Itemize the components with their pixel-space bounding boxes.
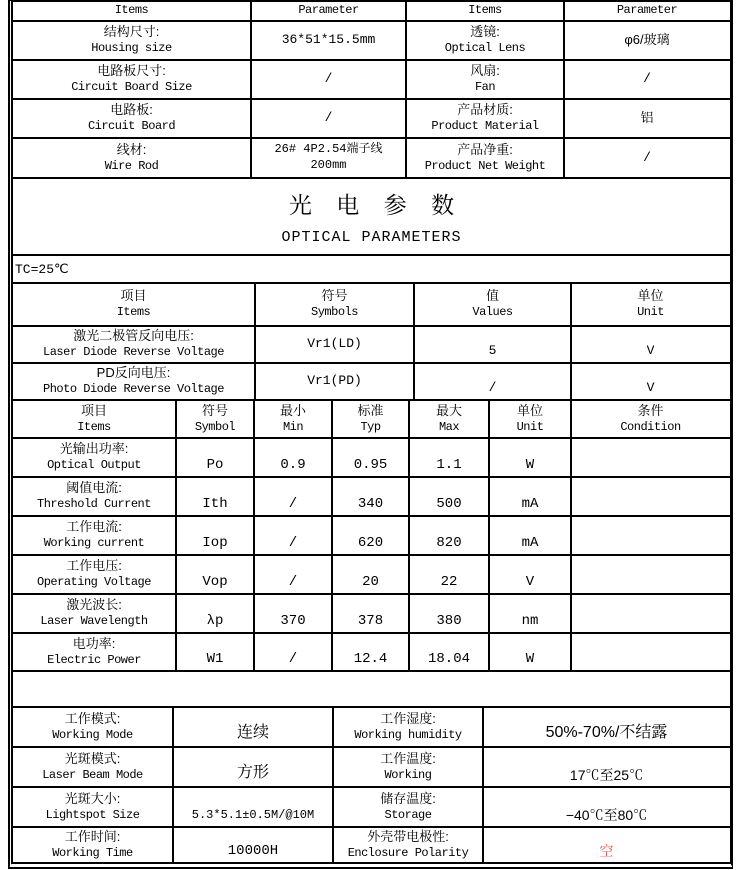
wavelength-en: Laser Wavelength [40,614,148,629]
cell-electric-power-typ: 12.4 [331,634,408,670]
param-header-unit [488,401,570,437]
cell-housing-size-value: 36*51*15.5mm [250,22,405,59]
beam-mode-zh: 光斑模式: [64,750,121,766]
header-parameter-2: Parameter [563,2,729,20]
param-header-min-zh: 最小 [279,402,306,418]
humidity-en: Working humidity [354,727,462,742]
row-pd-reverse-voltage [13,364,730,401]
wire-rod-en: Wire Rod [104,158,159,173]
spacer-row [13,672,730,708]
cell-working-time-value: 10000H [172,828,332,862]
working-temp-en: Working [384,767,432,782]
working-time-en: Working Time [52,845,133,860]
cell-threshold-unit: mA [488,478,570,515]
row-working-time-polarity [13,828,730,862]
cell-operating-voltage-typ: 20 [331,556,408,593]
row-working-mode-humidity [13,708,730,748]
cell-lens-label [405,22,563,59]
circuit-board-en: Circuit Board [87,119,176,134]
threshold-zh: 阈值电流: [66,480,122,496]
cell-wavelength-condition [570,595,729,632]
cell-pd-rv-unit: V [570,364,729,399]
housing-size-zh: 结构尺寸: [103,24,160,40]
parameter-table [13,401,730,672]
optical-output-zh: 光输出功率: [59,441,129,457]
cell-optical-output-max: 1.1 [408,439,488,476]
cell-threshold-symbol: Ith [175,478,253,515]
cell-circuit-board-label [13,100,250,137]
pd-rv-en: Photo Diode Reverse Voltage [43,382,224,397]
cell-storage-temp-value: −40℃至80℃ [482,788,729,826]
volt-header-symbols-zh: 符号 [321,288,348,304]
beam-mode-en: Laser Beam Mode [42,767,143,782]
material-en: Product Material [431,119,539,134]
volt-header-items-en: Items [116,305,151,320]
cell-threshold-condition [570,478,729,515]
header-items-2: Items [405,2,563,20]
cell-ld-rv-unit: V [570,327,729,362]
environment-table [13,708,730,862]
storage-temp-en: Storage [384,807,432,822]
cell-wavelength-max: 380 [408,595,488,632]
param-header-max-en: Max [438,419,460,434]
board-size-zh: 电路板尺寸: [97,63,166,79]
row-electric-power [13,634,730,672]
param-header-condition [570,401,729,437]
cell-polarity-value: 空 [482,828,729,862]
test-condition: TC=25℃ [13,256,730,284]
ld-rv-zh: 激光二极管反向电压: [73,328,194,344]
cell-wavelength-min: 370 [253,595,331,632]
volt-header-symbols [254,284,413,325]
working-current-zh: 工作电流: [66,519,122,535]
cell-pd-rv-symbol: Vr1(PD) [254,364,413,399]
net-weight-zh: 产品净重: [457,141,513,157]
param-header-symbol-en: Symbol [194,419,236,434]
electric-power-en: Electric Power [47,652,141,667]
laser-spec-sheet [8,0,733,869]
cell-electric-power-min: / [253,634,331,670]
volt-header-unit-en: Unit [637,305,664,320]
cell-working-current-max: 820 [408,517,488,554]
cell-working-mode-label [13,708,172,746]
cell-wavelength-typ: 378 [331,595,408,632]
cell-operating-voltage-max: 22 [408,556,488,593]
operating-voltage-zh: 工作电压: [66,558,122,574]
row-laser-wavelength [13,595,730,634]
param-header-typ-en: Typ [360,419,381,434]
cell-working-current-condition [570,517,729,554]
cell-working-mode-value: 连续 [172,708,332,746]
lightspot-en: Lightspot Size [45,807,140,822]
fan-zh: 风扇: [470,63,500,79]
net-weight-en: Product Net Weight [424,158,546,173]
cell-working-current-symbol: Iop [175,517,253,554]
row-wire-weight [13,139,730,179]
working-current-en: Working current [43,536,145,551]
humidity-zh: 工作湿度: [380,710,436,726]
ld-rv-en: Laser Diode Reverse Voltage [43,345,224,360]
row-board-material [13,100,730,139]
cell-beam-mode-label [13,748,172,786]
cell-ld-rv-symbol: Vr1(LD) [254,327,413,362]
wire-rod-value-line2: 200mm [310,158,347,172]
cell-operating-voltage-condition [570,556,729,593]
param-header-row [13,401,730,439]
volt-header-unit [570,284,729,325]
row-optical-output [13,439,730,478]
cell-optical-output-min: 0.9 [253,439,331,476]
cell-threshold-label [13,478,175,515]
row-lightspot-storage-temp [13,788,730,828]
cell-board-size-label [13,61,250,98]
cell-storage-temp-label [332,788,482,826]
pd-rv-zh: PD反向电压: [96,365,171,381]
section-title-en: OPTICAL PARAMETERS [281,229,462,246]
param-header-symbol-zh: 符号 [201,402,228,418]
header-items-1: Items [114,3,149,18]
param-header-symbol [175,401,253,437]
electric-power-zh: 电功率: [72,635,116,651]
volt-header-symbols-en: Symbols [311,305,358,320]
volt-header-values-zh: 值 [485,288,499,304]
param-header-condition-en: Condition [620,419,681,434]
cell-board-size-value: / [250,61,405,98]
section-title-zh: 光 电 参 数 [288,192,464,218]
operating-voltage-en: Operating Voltage [37,575,151,590]
polarity-zh: 外壳带电极性: [367,828,449,844]
cell-pd-rv-value: / [413,364,570,399]
cell-working-current-unit: mA [488,517,570,554]
volt-header-unit-zh: 单位 [637,288,664,304]
cell-beam-mode-value: 方形 [172,748,332,786]
param-header-condition-zh: 条件 [637,402,664,418]
working-time-zh: 工作时间: [64,828,121,844]
cell-fan-label [405,61,563,98]
optical-output-en: Optical Output [47,458,141,473]
cell-ld-rv-value: 5 [413,327,570,362]
lens-en: Optical Lens [444,41,526,56]
cell-lens-value: φ6/玻璃 [563,22,729,59]
cell-threshold-max: 500 [408,478,488,515]
volt-header-values-en: Values [472,305,513,320]
cell-wavelength-label [13,595,175,632]
cell-working-temp-label [332,748,482,786]
fan-en: Fan [474,80,496,95]
cell-threshold-min: / [253,478,331,515]
cell-material-label [405,100,563,137]
param-header-min-en: Min [282,419,304,434]
cell-optical-output-typ: 0.95 [331,439,408,476]
polarity-en: Enclosure Polarity [347,845,469,860]
row-board-size-fan [13,61,730,100]
cell-optical-output-label [13,439,175,476]
row-operating-voltage [13,556,730,595]
param-header-max-zh: 最大 [435,402,462,418]
lens-zh: 透镜: [470,24,500,40]
cell-optical-output-unit: W [488,439,570,476]
cell-electric-power-unit: W [488,634,570,670]
row-beam-mode-working-temp [13,748,730,788]
working-mode-zh: 工作模式: [64,710,121,726]
cell-operating-voltage-label [13,556,175,593]
board-size-en: Circuit Board Size [71,80,192,95]
cell-wire-rod-label [13,139,250,177]
section-title-block [13,179,730,256]
voltage-table [13,284,730,401]
general-spec-table [13,2,730,179]
wire-rod-value-line1: 26# 4P2.54端子线 [274,142,383,157]
cell-electric-power-condition [570,634,729,670]
param-header-items-en: Items [77,419,111,434]
cell-optical-output-symbol: Po [175,439,253,476]
row-ld-reverse-voltage [13,327,730,364]
cell-humidity-value: 50%-70%/不结露 [482,708,729,746]
cell-wavelength-symbol: λp [175,595,253,632]
cell-operating-voltage-symbol: Vop [175,556,253,593]
cell-working-current-label [13,517,175,554]
cell-working-time-label [13,828,172,862]
threshold-en: Threshold Current [37,497,151,512]
param-header-typ [331,401,408,437]
cell-threshold-typ: 340 [331,478,408,515]
cell-net-weight-label [405,139,563,177]
cell-pd-rv-label [13,364,254,399]
cell-working-temp-value: 17℃至25℃ [482,748,729,786]
cell-wire-rod-value [250,139,405,177]
cell-electric-power-symbol: W1 [175,634,253,670]
wire-rod-zh: 线材: [116,141,147,157]
cell-working-current-typ: 620 [331,517,408,554]
param-header-max [408,401,488,437]
volt-header-values [413,284,570,325]
cell-fan-value: / [563,61,729,98]
row-working-current [13,517,730,556]
header-parameter-1: Parameter [250,2,405,20]
wavelength-zh: 激光波长: [66,597,122,613]
cell-humidity-label [332,708,482,746]
param-header-unit-en: Unit [516,419,544,434]
voltage-header-row [13,284,730,327]
general-header-row [13,2,730,22]
cell-circuit-board-value: / [250,100,405,137]
cell-wavelength-unit: nm [488,595,570,632]
param-header-min [253,401,331,437]
working-temp-zh: 工作温度: [380,750,436,766]
material-zh: 产品材质: [457,102,513,118]
working-mode-en: Working Mode [52,727,133,742]
cell-lightspot-label [13,788,172,826]
cell-polarity-label [332,828,482,862]
param-header-items-zh: 项目 [80,402,107,418]
cell-electric-power-label [13,634,175,670]
housing-size-en: Housing size [91,41,172,56]
cell-material-value: 铝 [563,100,729,137]
cell-lightspot-value: 5.3*5.1±0.5M/@10M [172,788,332,826]
row-housing-lens [13,22,730,61]
cell-electric-power-max: 18.04 [408,634,488,670]
param-header-unit-zh: 单位 [516,402,543,418]
volt-header-items [13,284,254,325]
cell-optical-output-condition [570,439,729,476]
cell-operating-voltage-unit: V [488,556,570,593]
lightspot-zh: 光斑大小: [64,790,121,806]
row-threshold-current [13,478,730,517]
volt-header-items-zh: 项目 [120,288,147,304]
cell-operating-voltage-min: / [253,556,331,593]
storage-temp-zh: 储存温度: [380,790,436,806]
param-header-typ-zh: 标准 [357,402,384,418]
cell-housing-size-label [13,22,250,59]
cell-working-current-min: / [253,517,331,554]
circuit-board-zh: 电路板: [110,102,153,118]
cell-net-weight-value: / [563,139,729,177]
param-header-items [13,401,175,437]
cell-ld-rv-label [13,327,254,362]
